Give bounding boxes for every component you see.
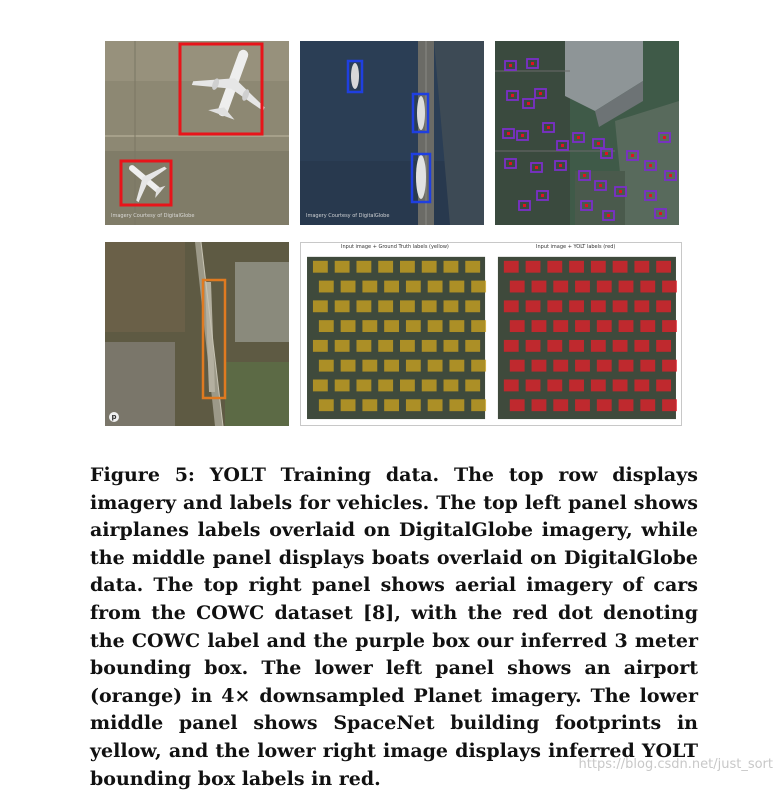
building-footprint [313,380,328,392]
building-footprint [362,360,377,372]
yolt-title: Input image + YOLT labels (red) [536,244,616,250]
building-footprint [444,300,459,312]
car-dot [561,144,564,147]
airplane-image [105,41,289,225]
building-footprint [547,340,562,352]
building-footprint [465,261,480,273]
imagery-credit: Imagery Courtesy of DigitalGlobe [306,213,390,219]
building-footprint [362,281,377,293]
building-footprint [662,360,677,372]
car-dot [521,134,524,137]
car-dot [583,174,586,177]
building-footprint [400,300,415,312]
building-footprint [613,380,628,392]
car-dot [541,194,544,197]
building-footprint [378,300,393,312]
building-footprint [400,380,415,392]
building-footprint [400,261,415,273]
building-footprint [634,261,649,273]
ground-truth-title: Input image + Ground Truth labels (yellow) [341,244,449,250]
building-footprint [510,399,525,411]
building-footprint [547,300,562,312]
building-footprint [575,399,590,411]
building-footprint [319,399,334,411]
building-footprint [428,360,443,372]
car-dot [597,142,600,145]
imagery-credit: Imagery Courtesy of DigitalGlobe [111,213,195,219]
building-footprint [662,320,677,332]
airport-panel [105,242,289,426]
building-footprint [575,281,590,293]
building-footprint [313,340,328,352]
car-dot [649,164,652,167]
car-dot [607,214,610,217]
building-footprint [449,320,464,332]
building-footprint [613,340,628,352]
building-footprint [471,320,486,332]
building-footprint [362,320,377,332]
building-footprint [547,380,562,392]
building-footprint [526,380,541,392]
building-footprint [510,281,525,293]
building-footprint [471,360,486,372]
building-footprint [613,261,628,273]
building-footprint [341,281,356,293]
building-footprint [335,261,350,273]
building-footprint [591,261,606,273]
building-footprint [504,300,519,312]
building-footprint [591,340,606,352]
building-footprint [406,360,421,372]
building-footprint [319,281,334,293]
building-footprint [400,340,415,352]
building-footprint [406,281,421,293]
building-footprint [428,281,443,293]
car-dot [535,166,538,169]
building-footprint [378,380,393,392]
building-footprint [504,261,519,273]
building-footprint [526,340,541,352]
building-footprint [471,399,486,411]
building-footprint [597,320,612,332]
building-footprint [532,399,547,411]
building-footprint [384,360,399,372]
building-footprint [656,300,671,312]
car-dot [531,62,534,65]
car-dot [577,136,580,139]
building-footprint [449,399,464,411]
car-dot [631,154,634,157]
building-footprint [335,340,350,352]
car-dot [511,94,514,97]
building-footprint [662,399,677,411]
car-dot [659,212,662,215]
building-footprint [378,261,393,273]
building-footprint [422,340,437,352]
car-dot [669,174,672,177]
building-footprint [341,399,356,411]
building-footprint [465,340,480,352]
car-dot [507,132,510,135]
building-footprint [356,340,371,352]
building-footprint [428,399,443,411]
building-footprint [341,360,356,372]
boat-panel [300,41,484,225]
building-footprint [510,320,525,332]
building-footprint [471,281,486,293]
building-footprint [335,380,350,392]
building-footprint [319,320,334,332]
building-footprint [504,340,519,352]
boat-image [300,41,484,225]
cars-image [495,41,679,225]
airplane-panel [105,41,289,225]
building-footprint [526,300,541,312]
car-dot [663,136,666,139]
building-footprint [313,261,328,273]
building-footprint [634,300,649,312]
caption-text: YOLT Training data. The top row displays imagery and labels for vehicles. The top left panel shows airplanes labels overlaid on DigitalGlobe imagery, while the middle panel displays boats overlaid on DigitalGlobe data. The top right panel shows aerial imagery of cars from the COWC dataset [8], with the red dot denoting the COWC label and the purple box our inferred 3 meter bounding box. The lower left panel shows an airport (orange) in 4× downsampled Planet imagery. The lower middle panel shows SpaceNet building footprints in yellow, and the lower right image displays inferred YOLT bounding box labels in red. [90,464,698,790]
watermark: https://blog.csdn.net/just_sort [578,757,773,772]
building-footprint [313,300,328,312]
building-footprint [553,360,568,372]
building-footprint [465,300,480,312]
building-footprint [532,281,547,293]
building-footprint [356,380,371,392]
building-footprint [465,380,480,392]
building-footprint [553,281,568,293]
building-footprint [553,320,568,332]
building-footprint [384,320,399,332]
car-dot [559,164,562,167]
building-footprint [569,300,584,312]
building-footprint [449,360,464,372]
car-dot [509,64,512,67]
cars-panel [495,41,679,225]
building-footprint [422,261,437,273]
building-footprint [619,399,634,411]
building-footprint [553,399,568,411]
car-dot [509,162,512,165]
building-footprint [640,320,655,332]
building-footprint [356,300,371,312]
car-dot [649,194,652,197]
building-footprint [640,399,655,411]
building-footprint [341,320,356,332]
building-footprint [569,261,584,273]
car-dot [619,190,622,193]
building-footprint [504,380,519,392]
buildings-panel [300,242,682,426]
building-footprint [619,320,634,332]
building-footprint [356,261,371,273]
car-dot [527,102,530,105]
figure-label: Figure 5: [90,464,195,486]
building-footprint [526,261,541,273]
building-footprint [406,320,421,332]
building-footprint [591,380,606,392]
building-footprint [532,320,547,332]
building-footprint [384,399,399,411]
building-footprint [510,360,525,372]
building-footprint [640,281,655,293]
building-footprint [634,380,649,392]
car-dot [599,184,602,187]
figure-caption [90,462,698,793]
building-footprint [656,261,671,273]
building-footprint [656,380,671,392]
building-footprint [634,340,649,352]
building-footprint [597,360,612,372]
car-dot [605,152,608,155]
building-footprint [575,360,590,372]
building-footprint [428,320,443,332]
building-footprint [569,380,584,392]
car-dot [523,204,526,207]
building-footprint [362,399,377,411]
building-footprint [613,300,628,312]
building-footprint [662,281,677,293]
building-footprint [384,281,399,293]
building-footprint [444,380,459,392]
building-footprint [532,360,547,372]
building-footprint [575,320,590,332]
building-footprint [640,360,655,372]
building-footprint [597,281,612,293]
building-footprint [406,399,421,411]
building-footprint [619,281,634,293]
airport-image [105,242,289,426]
building-footprint [335,300,350,312]
building-footprint [422,380,437,392]
building-footprint [444,261,459,273]
building-footprint [319,360,334,372]
building-footprint [449,281,464,293]
car-dot [547,126,550,129]
buildings-image [301,243,681,425]
building-footprint [597,399,612,411]
building-footprint [422,300,437,312]
car-dot [539,92,542,95]
building-footprint [444,340,459,352]
building-footprint [378,340,393,352]
building-footprint [619,360,634,372]
building-footprint [569,340,584,352]
planet-logo: p [109,412,119,422]
building-footprint [656,340,671,352]
building-footprint [591,300,606,312]
building-footprint [547,261,562,273]
car-dot [585,204,588,207]
